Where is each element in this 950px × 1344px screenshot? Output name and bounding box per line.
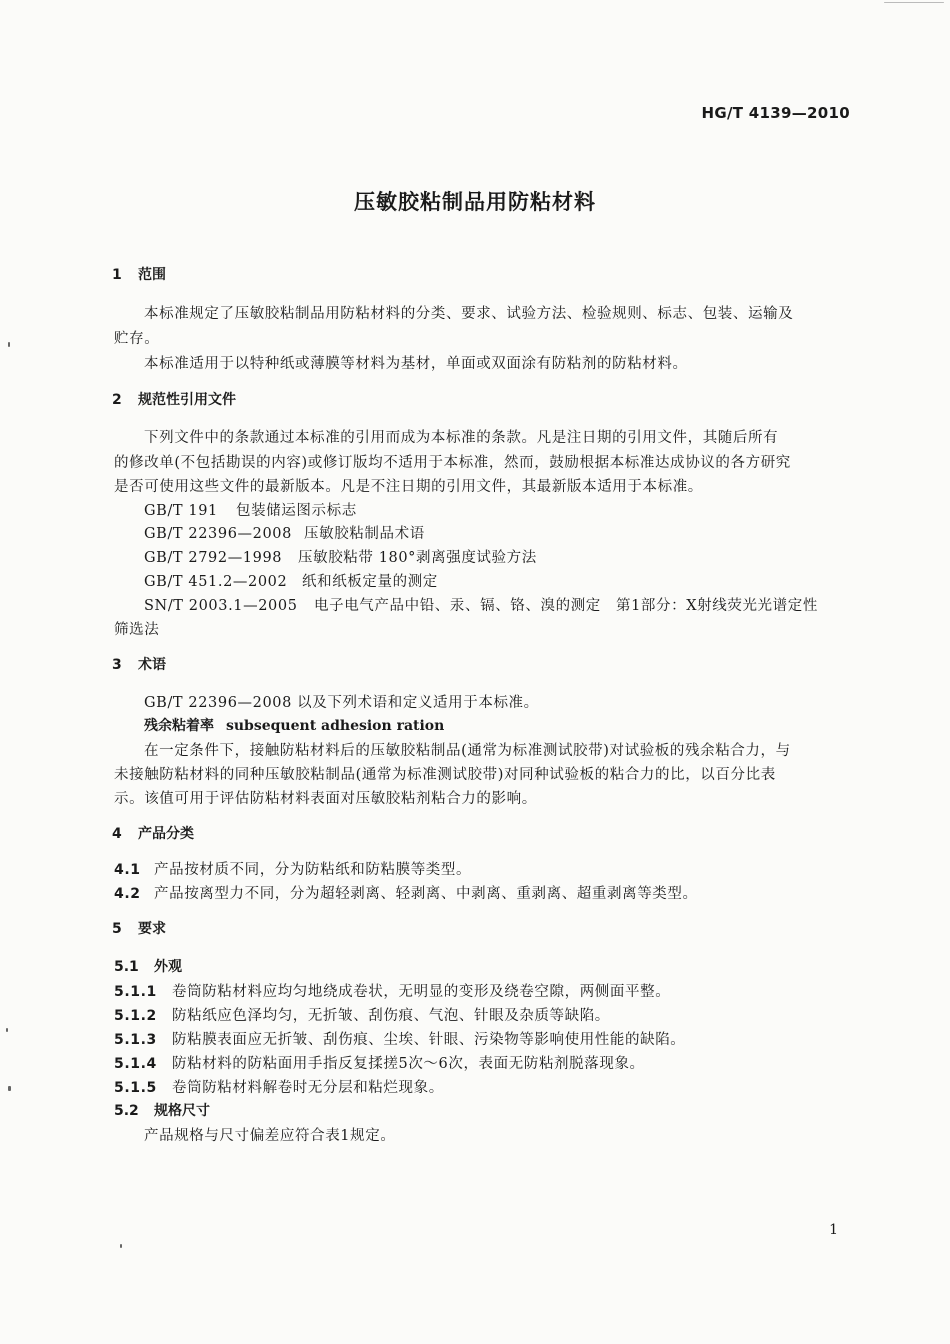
term-definition-line-2: 未接触防粘材料的同种压敏胶粘制品(通常为标准测试胶带)对同种试验板的粘合力的比，以百分比表 [114,767,776,783]
reference-item: GB/T 22396—2008 压敏胶粘制品术语 [144,526,425,542]
scan-speck [8,1086,11,1091]
section-1-paragraph-1-cont: 贮存。 [114,331,160,347]
clause-item: 5.1.2 防粘纸应色泽均匀，无折皱、刮伤痕、气泡、针眼及杂质等缺陷。 [114,1008,610,1024]
section-1-heading: 1 范围 [112,267,166,283]
reference-item: SN/T 2003.1—2005 电子电气产品中铅、汞、镉、铬、溴的测定 第1部分：X射线荧光光谱定性 [144,598,818,614]
term-chinese: 残余粘着率 [144,718,214,734]
subclause-text: 产品规格与尺寸偏差应符合表1规定。 [144,1128,396,1144]
clause-item: 4.2 产品按离型力不同，分为超轻剥离、轻剥离、中剥离、重剥离、超重剥离等类型。 [114,886,698,902]
section-2-heading: 2 规范性引用文件 [112,392,236,408]
subclause-heading: 5.1 外观 [114,959,182,975]
subclause-heading: 5.2 规格尺寸 [114,1103,210,1119]
section-1-paragraph-2: 本标准适用于以特种纸或薄膜等材料为基材，单面或双面涂有防粘剂的防粘材料。 [144,356,688,372]
section-4-heading: 4 产品分类 [112,826,194,842]
section-5-heading: 5 要求 [112,921,166,937]
section-2-intro-line-1: 下列文件中的条款通过本标准的引用而成为本标准的条款。凡是注日期的引用文件，其随后所有 [144,430,779,446]
section-2-intro-line-2: 的修改单(不包括勘误的内容)或修订版均不适用于本标准，然而，鼓励根据本标准达成协议的各方研究 [114,455,791,471]
scan-edge-mark [884,2,944,3]
scan-speck [8,342,10,347]
standard-number: HG/T 4139—2010 [701,104,850,122]
section-1-paragraph-1: 本标准规定了压敏胶粘制品用防粘材料的分类、要求、试验方法、检验规则、标志、包装、运输及 [144,306,794,322]
term-entry [144,715,444,735]
section-3-intro: GB/T 22396—2008 以及下列术语和定义适用于本标准。 [144,695,539,711]
reference-item: GB/T 191 包装储运图示标志 [144,503,357,519]
clause-item: 5.1.1 卷筒防粘材料应均匀地绕成卷状，无明显的变形及绕卷空隙，两侧面平整。 [114,984,671,1000]
scan-speck [6,1028,8,1032]
term-definition-line-1: 在一定条件下，接触防粘材料后的压敏胶粘制品(通常为标准测试胶带)对试验板的残余粘合力，与 [144,743,791,759]
reference-item: GB/T 451.2—2002 纸和纸板定量的测定 [144,574,438,590]
clause-item: 5.1.4 防粘材料的防粘面用手指反复揉搓5次～6次，表面无防粘剂脱落现象。 [114,1056,645,1072]
page-number: 1 [829,1222,838,1238]
section-3-heading: 3 术语 [112,657,166,673]
clause-item: 5.1.3 防粘膜表面应无折皱、刮伤痕、尘埃、针眼、污染物等影响使用性能的缺陷。 [114,1032,686,1048]
term-english: subsequent adhesion ration [226,718,445,734]
section-2-intro-line-3: 是否可使用这些文件的最新版本。凡是不注日期的引用文件，其最新版本适用于本标准。 [114,479,703,495]
clause-item: 4.1 产品按材质不同，分为防粘纸和防粘膜等类型。 [114,862,472,878]
clause-item: 5.1.5 卷筒防粘材料解卷时无分层和粘烂现象。 [114,1080,444,1096]
scan-speck [120,1244,122,1248]
reference-item-cont: 筛选法 [114,622,160,638]
document-title: 压敏胶粘制品用防粘材料 [354,190,596,214]
reference-item: GB/T 2792—1998 压敏胶粘带 180°剥离强度试验方法 [144,550,537,566]
term-definition-line-3: 示。该值可用于评估防粘材料表面对压敏胶粘剂粘合力的影响。 [114,791,537,807]
